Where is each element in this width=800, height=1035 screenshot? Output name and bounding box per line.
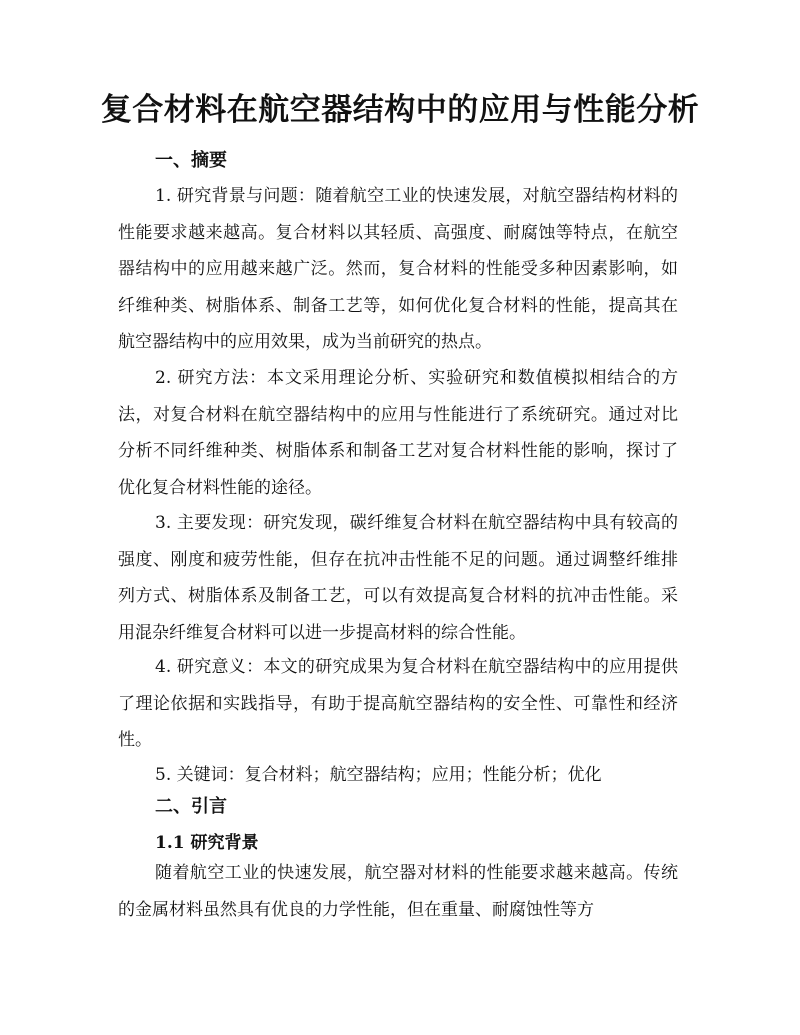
abstract-paragraph-4: 4. 研究意义：本文的研究成果为复合材料在航空器结构中的应用提供了理论依据和实践指导，有助于提高航空器结构的安全性、可靠性和经济性。 — [118, 657, 678, 750]
abstract-paragraph-2: 2. 研究方法：本文采用理论分析、实验研究和数值模拟相结合的方法，对复合材料在航空器结构中的应用与性能进行了系统研究。通过对比分析不同纤维种类、树脂体系和制备工艺对复合材料性能的影响，探讨了优化复合材料性能的途径。 — [118, 368, 678, 498]
abstract-paragraph-1: 1. 研究背景与问题：随着航空工业的快速发展，对航空器结构材料的性能要求越来越高。复合材料以其轻质、高强度、耐腐蚀等特点，在航空器结构中的应用越来越广泛。然而，复合材料的性能受多种因素影响，如纤维种类、树脂体系、制备工艺等，如何优化复合材料的性能，提高其在航空器结构中的应用效果，成为当前研究的热点。 — [118, 186, 678, 352]
abstract-heading: 一、摘要 — [155, 150, 227, 171]
intro-heading: 二、引言 — [155, 796, 227, 817]
section-1-1-paragraph: 随着航空工业的快速发展，航空器对材料的性能要求越来越高。传统的金属材料虽然具有优良的力学性能，但在重量、耐腐蚀性等方 — [118, 863, 678, 920]
abstract-paragraph-5: 5. 关键词：复合材料；航空器结构；应用；性能分析；优化 — [155, 765, 602, 785]
section-1-1-heading: 1.1 研究背景 — [155, 833, 259, 853]
document-title: 复合材料在航空器结构中的应用与性能分析 — [100, 92, 700, 128]
abstract-paragraph-3: 3. 主要发现：研究发现，碳纤维复合材料在航空器结构中具有较高的强度、刚度和疲劳性能，但存在抗冲击性能不足的问题。通过调整纤维排列方式、树脂体系及制备工艺，可以有效提高复合材料的抗冲击性能。采用混杂纤维复合材料可以进一步提高材料的综合性能。 — [118, 513, 678, 643]
